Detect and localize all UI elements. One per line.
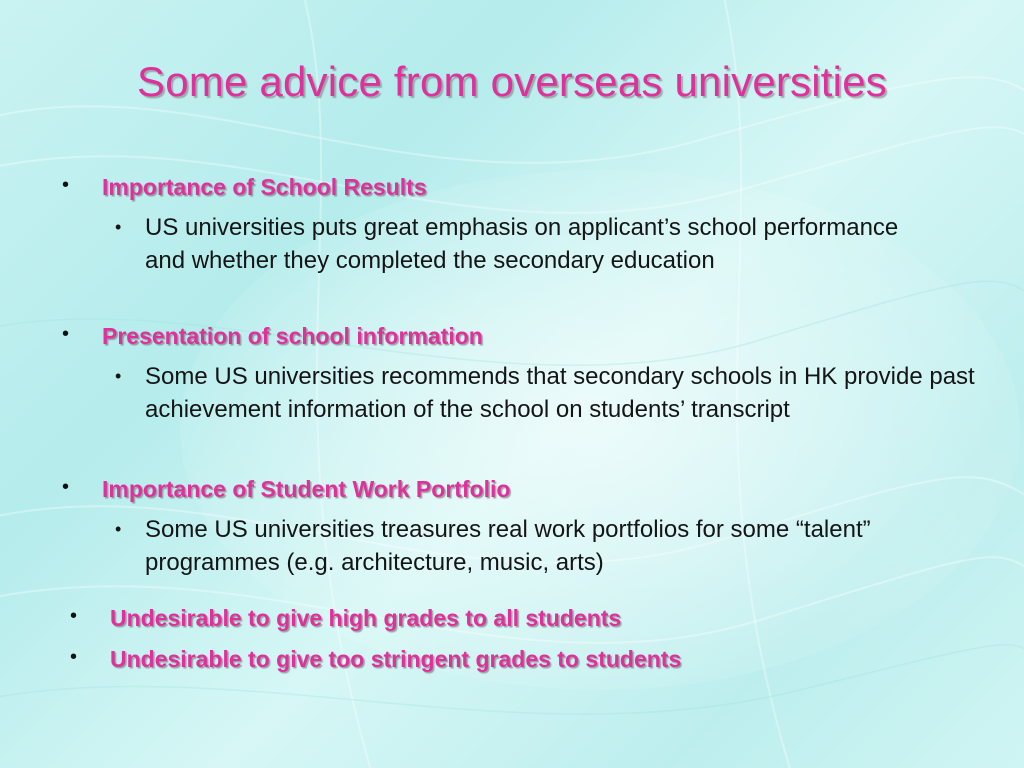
bullet-dot-icon: • bbox=[62, 323, 70, 345]
bullet-heading: Presentation of school information bbox=[102, 323, 483, 349]
sub-bullet-dot-icon: • bbox=[115, 217, 122, 237]
bullet-heading: Undesirable to give too stringent grades to students bbox=[110, 646, 682, 672]
sub-bullet-dot-icon: • bbox=[115, 366, 122, 386]
sub-bullet-dot-icon: • bbox=[115, 519, 122, 539]
bullet-dot-icon: • bbox=[62, 174, 70, 196]
bullet-dot-icon: • bbox=[62, 476, 70, 498]
bullet-heading: Importance of School Results bbox=[102, 174, 427, 200]
bullet-dot-icon: • bbox=[70, 646, 78, 668]
sub-bullet-text: Some US universities treasures real work portfolios for some “talent” programmes (e.g. architecture, music, arts) bbox=[145, 516, 871, 576]
sub-bullet-text: Some US universities recommends that secondary schools in HK provide past achievement information of the school on students’ transcript bbox=[145, 363, 975, 423]
bullet-heading: Importance of Student Work Portfolio bbox=[102, 476, 511, 502]
slide-title: Some advice from overseas universities bbox=[137, 58, 887, 105]
sub-bullet-text: US universities puts great emphasis on applicant’s school performance and whether they completed the secondary education bbox=[145, 214, 899, 274]
bullet-dot-icon: • bbox=[70, 605, 78, 627]
bullet-heading: Undesirable to give high grades to all students bbox=[110, 605, 622, 631]
